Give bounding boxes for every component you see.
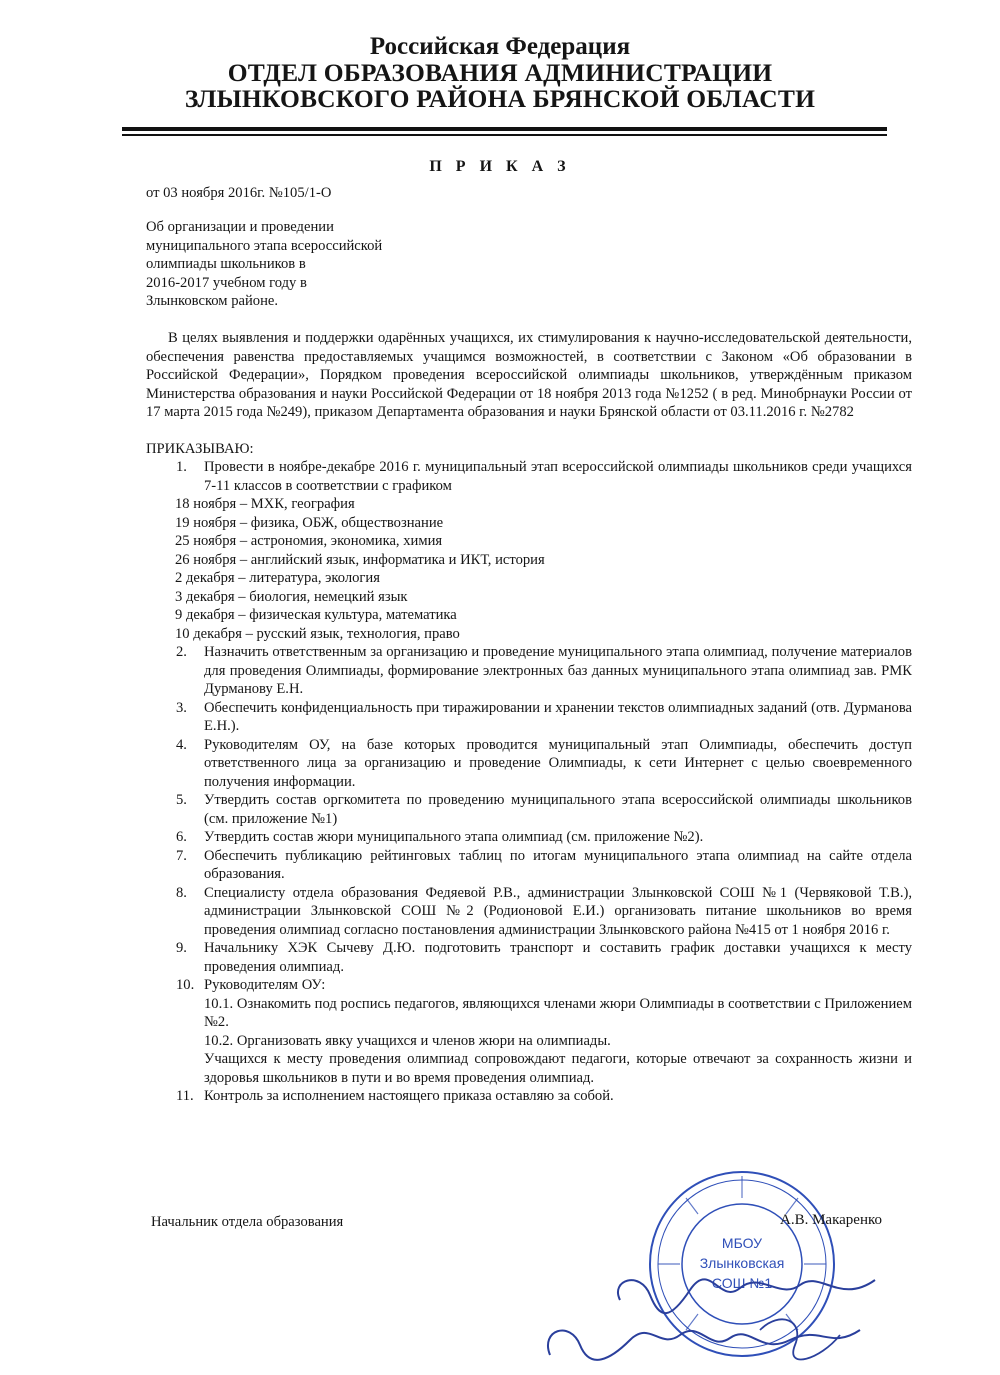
preamble xyxy=(146,329,912,422)
document-title: П Р И К А З xyxy=(429,158,571,175)
order-item: 3. Обеспечить конфиденциальность при тиражировании и хранении текстов олимпиадных заданий (отв. Дурманова Е.Н.). xyxy=(176,699,912,734)
subject-line: олимпиады школьников в xyxy=(146,256,306,272)
order-item: 7. Обеспечить публикацию рейтинговых таблиц по итогам муниципального этапа олимпиад на сайте отдела образования. xyxy=(176,847,912,882)
order-word: ПРИКАЗЫВАЮ: xyxy=(146,441,254,457)
subject-line: Злынковском районе. xyxy=(146,293,279,309)
stamp-line-3: СОШ №1 xyxy=(711,1275,773,1291)
header-district: ЗЛЫНКОВСКОГО РАЙОНА БРЯНСКОЙ ОБЛАСТИ xyxy=(184,84,816,113)
subject-line: Об организации и проведении xyxy=(146,219,334,235)
schedule-line: 18 ноября – МХК, география xyxy=(175,496,355,512)
schedule-line: 26 ноября – английский язык, информатика и ИКТ, история xyxy=(175,551,545,568)
stamp-line-2: Злынковская xyxy=(699,1255,785,1271)
order-date: от 03 ноября 2016г. №105/1-О xyxy=(146,185,332,201)
order-subitem: 10.1. Ознакомить под роспись педагогов, являющихся членами жюри Олимпиады в соответствии с Приложением №2. xyxy=(204,995,912,1030)
header-department: ОТДЕЛ ОБРАЗОВАНИЯ АДМИНИСТРАЦИИ xyxy=(227,58,773,87)
order-subject xyxy=(146,218,382,311)
schedule-line: 2 декабря – литература, экология xyxy=(175,570,380,586)
order-item: 2. Назначить ответственным за организацию и проведение муниципального этапа олимпиад, получение материалов для проведения Олимпиады, формирование электронных баз данных муниципального этапа олимпиад зав. РМК Дурманову Е.Н. xyxy=(176,644,912,697)
order-subitem: 10.2. Организовать явку учащихся и членов жюри на олимпиады. xyxy=(204,1032,611,1049)
order-items xyxy=(146,458,912,1106)
schedule-line: 19 ноября – физика, ОБЖ, обществознание xyxy=(175,514,444,531)
subject-line: 2016-2017 учебном году в xyxy=(146,274,307,291)
order-item: 8. Специалисту отдела образования Федяевой Р.В., администрации Злынковской СОШ №1 (Червяковой Т.В.), администрации Злынковской СОШ №2 (Родионовой Е.И.) организовать питание школьников во время проведения олимпиад согласно постановления администрации Злынковского района №415 от 1 ноября 2016 г. xyxy=(176,884,912,938)
order-item: 11. Контроль за исполнением настоящего приказа оставляю за собой. xyxy=(176,1088,614,1104)
header-rule-thick xyxy=(122,127,887,131)
handwritten-signature xyxy=(530,1260,910,1370)
order-item: 9. Начальнику ХЭК Сычеву Д.Ю. подготовить транспорт и составить график доставки учащихся к месту проведения олимпиад. xyxy=(176,940,912,975)
schedule-line: 25 ноября – астрономия, экономика, химия xyxy=(175,533,443,549)
schedule-line: 10 декабря – русский язык, технология, право xyxy=(175,625,460,642)
order-item: 6. Утвердить состав жюри муниципального этапа олимпиад (см. приложение №2). xyxy=(176,829,704,845)
preamble-text: В целях выявления и поддержки одарённых учащихся, их стимулирования к научно-исследовательской деятельности, обеспечения равенства предоставляемых учащимся возможностей, в соответствии с Законом «Об образовании в Российской Федерации», Порядком проведения всероссийской олимпиады школьников, утверждённым приказом Министерства образования и науки Российской Федерации от 18 ноября 2013 года №1252 ( в ред. Минобрнауки России от 17 марта 2015 года №249), приказом Департамента образования и науки Брянской области от 03.11.2016 г. №2782 xyxy=(146,330,912,420)
signatory-name: А.В. Макаренко xyxy=(780,1212,883,1228)
stamp-line-1: МБОУ xyxy=(721,1235,763,1251)
header-rule-thin xyxy=(122,134,887,136)
order-item: 5. Утвердить состав оргкомитета по проведению муниципального этапа всероссийской олимпиады школьников (см. приложение №1) xyxy=(176,792,912,827)
header-country: Российская Федерация xyxy=(369,33,631,60)
subject-line: муниципального этапа всероссийской xyxy=(146,237,383,254)
signatory-position: Начальник отдела образования xyxy=(151,1214,344,1230)
order-item: 10. Руководителям ОУ: xyxy=(176,977,326,993)
order-subitem: Учащихся к месту проведения олимпиад сопровождают педагоги, которые отвечают за сохранность жизни и здоровья школьников в пути и во время проведения олимпиад. xyxy=(204,1051,912,1086)
order-item: 1. Провести в ноябре-декабре 2016 г. муниципальный этап всероссийской олимпиады школьников среди учащихся 7-11 классов в соответствии с графиком xyxy=(176,459,912,494)
schedule-line: 3 декабря – биология, немецкий язык xyxy=(175,588,408,605)
schedule-line: 9 декабря – физическая культура, математика xyxy=(175,607,457,623)
order-item: 4. Руководителям ОУ, на базе которых проводится муниципальный этап Олимпиады, обеспечить доступ ответственного лица за организацию и проведение Олимпиады, к сети Интернет с целью своевременного получения информации. xyxy=(176,736,912,790)
